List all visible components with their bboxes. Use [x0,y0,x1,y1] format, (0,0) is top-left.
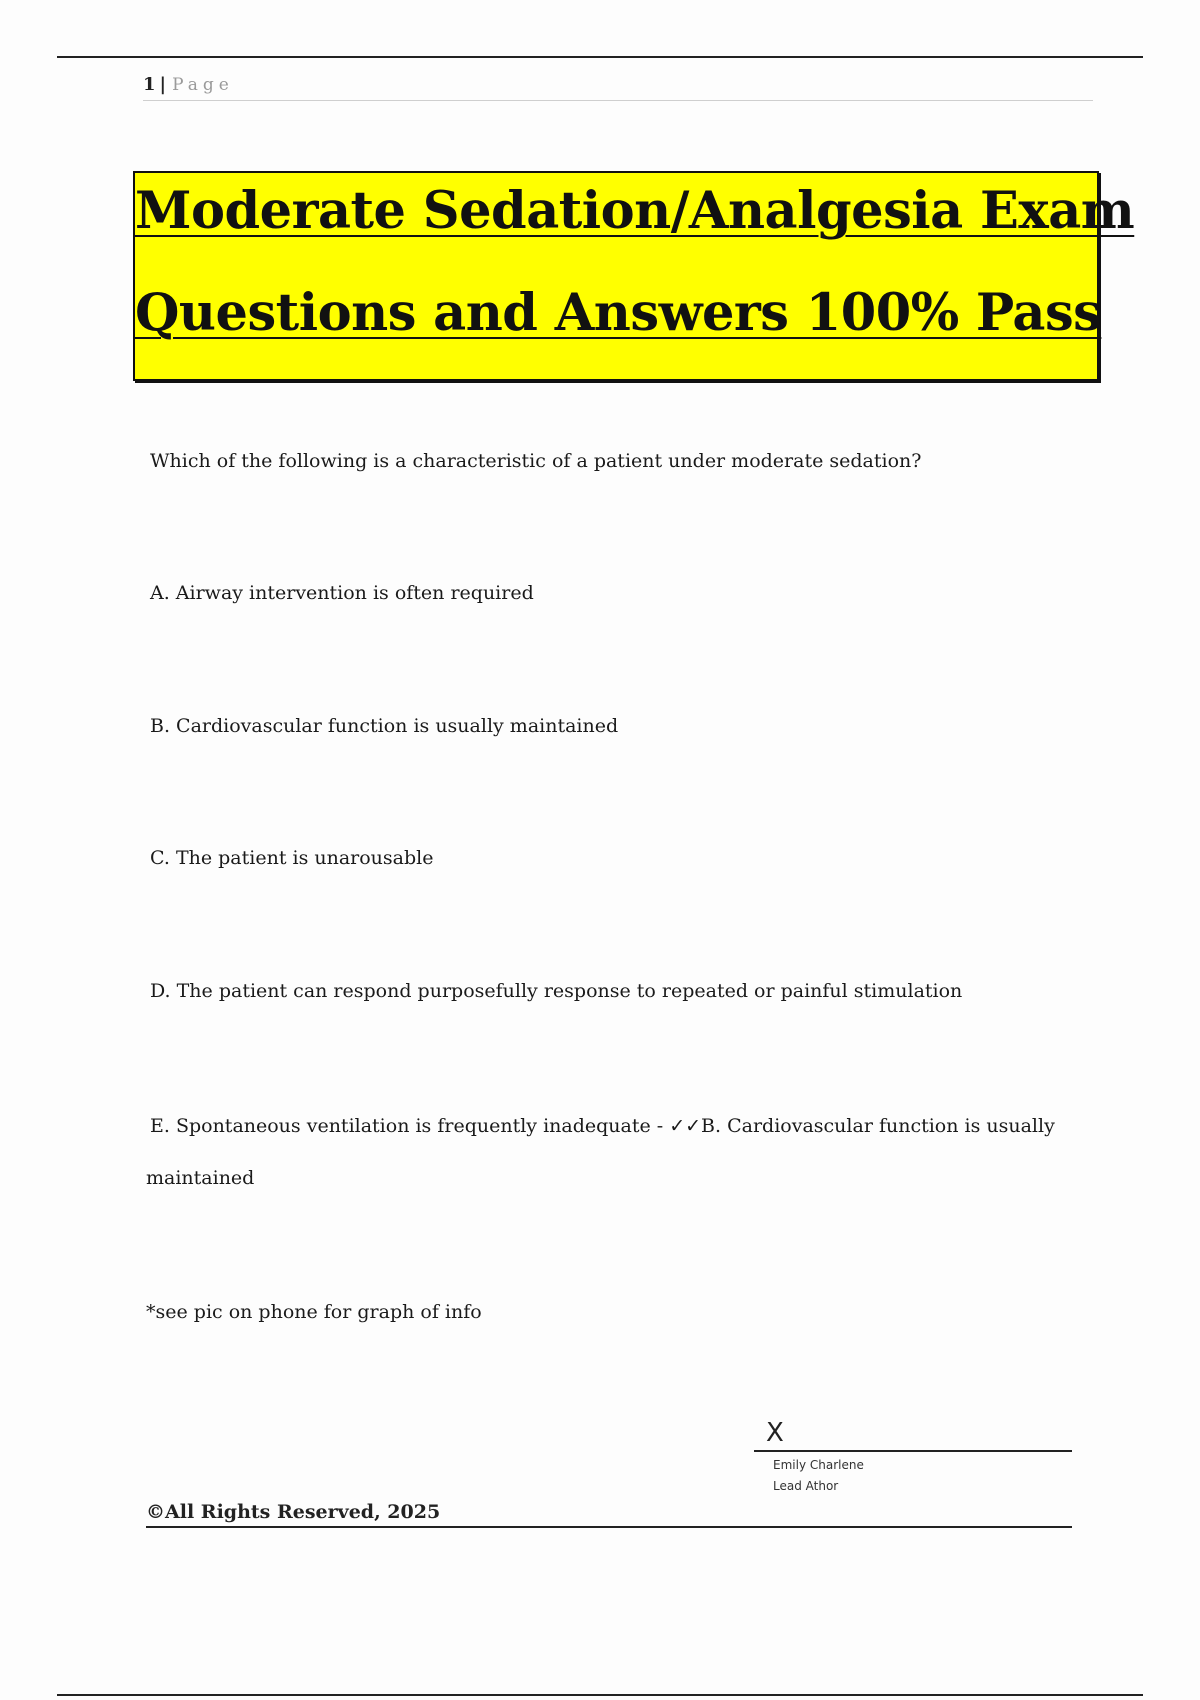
copyright-notice: ©All Rights Reserved, 2025 [146,1501,441,1523]
option-c: C. The patient is unarousable [150,847,434,869]
signature-role: Lead Athor [773,1479,839,1493]
title-line-2: Questions and Answers 100% Pass [135,283,1102,343]
page-header [143,72,1093,101]
answer-continuation: maintained [146,1167,255,1189]
option-b: B. Cardiovascular function is usually maintained [150,715,619,737]
option-e-with-answer: E. Spontaneous ventilation is frequently inadequate - ✓✓B. Cardiovascular function is usually [150,1115,1055,1137]
footer-rule [146,1526,1072,1528]
title-line-1: Moderate Sedation/Analgesia Exam [135,181,1135,241]
option-a: A. Airway intervention is often required [150,582,534,604]
question-text: Which of the following is a characteristic of a patient under moderate sedation? [150,450,922,472]
note-text: *see pic on phone for graph of info [146,1301,482,1323]
option-d: D. The patient can respond purposefully response to repeated or painful stimulation [150,980,963,1002]
signature-name: Emily Charlene [773,1458,864,1472]
top-rule [57,56,1143,58]
signature-mark: X [766,1418,784,1448]
title-banner [133,171,1135,381]
page-separator: | [159,74,167,95]
signature-line [754,1450,1072,1452]
page-label: Page [172,75,234,95]
bottom-rule [57,1694,1143,1696]
page-number: 1 [143,74,156,95]
